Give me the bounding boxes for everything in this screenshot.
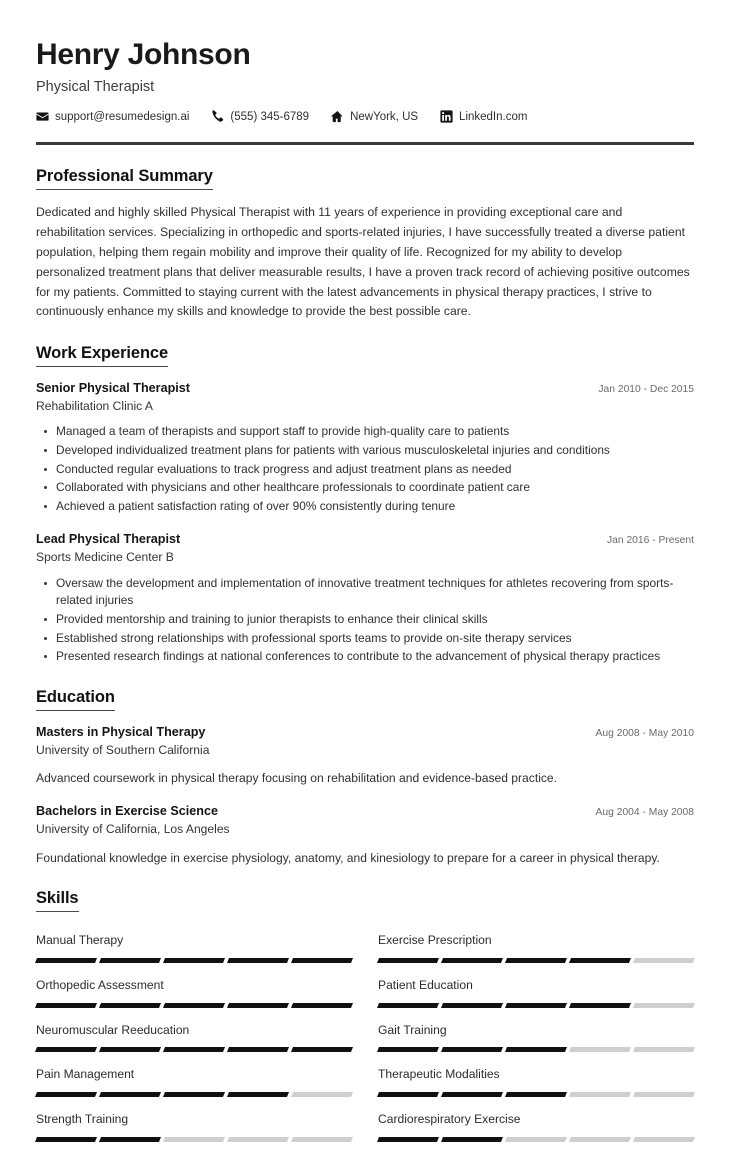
linkedin-icon [440, 110, 453, 123]
skill-level-segment [569, 1092, 631, 1097]
contact-phone[interactable] [211, 110, 309, 123]
skill-item [378, 1104, 694, 1149]
skill-name: Manual Therapy [36, 932, 124, 947]
work-bullets [36, 575, 694, 666]
skill-name: Strength Training [36, 1112, 129, 1127]
skill-level-segment [505, 958, 567, 963]
skill-item [378, 1059, 694, 1104]
work-role: Lead Physical Therapist [36, 532, 181, 547]
skill-level-segment [377, 958, 439, 963]
skill-level-bar [378, 1047, 694, 1052]
section-title-work-experience: Work Experience [36, 344, 168, 367]
work-entry [36, 380, 694, 515]
skill-level-segment [227, 958, 289, 963]
skill-level-segment [441, 1003, 503, 1008]
skill-level-segment [99, 1047, 161, 1052]
skill-level-segment [569, 1003, 631, 1008]
skill-item [378, 1015, 694, 1060]
skill-level-segment [163, 1047, 225, 1052]
resume-header [36, 32, 694, 145]
phone-icon [211, 110, 224, 123]
skill-level-bar [378, 1137, 694, 1142]
skill-item [36, 925, 352, 970]
skill-level-bar [36, 1092, 352, 1097]
section-professional-summary [36, 167, 694, 322]
skill-level-segment [291, 1047, 353, 1052]
skill-level-segment [505, 1092, 567, 1097]
section-work-experience [36, 344, 694, 666]
skill-name: Orthopedic Assessment [36, 977, 164, 992]
skill-level-segment [227, 1003, 289, 1008]
skill-level-segment [441, 1092, 503, 1097]
skill-level-segment [569, 1137, 631, 1142]
skill-level-segment [291, 1092, 353, 1097]
contact-linkedin[interactable] [440, 110, 527, 123]
contact-linkedin-label: LinkedIn.com [459, 110, 528, 123]
skill-level-segment [227, 1092, 289, 1097]
home-icon [331, 110, 344, 123]
skill-level-segment [99, 1092, 161, 1097]
education-school: University of California, Los Angeles [36, 822, 230, 837]
section-title-skills: Skills [36, 889, 79, 912]
skill-item [378, 970, 694, 1015]
work-role: Senior Physical Therapist [36, 381, 190, 396]
skill-level-segment [99, 1003, 161, 1008]
work-bullet: Achieved a patient satisfaction rating of over 90% consistently during tenure [36, 498, 694, 516]
skill-item [36, 1104, 352, 1149]
skill-level-segment [569, 958, 631, 963]
skill-level-segment [291, 1003, 353, 1008]
summary-text: Dedicated and highly skilled Physical Therapist with 11 years of experience in providing exceptional care and rehabilitation services. Specializing in orthopedic and sports-related injuries, I have successfully treated a diverse patient population, helping them regain mobility and improve their quality of life. Recognized for my ability to develop personalized treatment plans that deliver measurable results, I have a proven track record of achieving positive outcomes for my patients. Committed to staying current with the latest advancements in physical therapy practices, I strive to continuously enhance my skills and knowledge to provide the best possible care. [36, 205, 690, 319]
skill-level-segment [227, 1047, 289, 1052]
work-bullet: Oversaw the development and implementation of innovative treatment techniques for athletes recovering from sports-related injuries [36, 575, 694, 610]
skill-level-segment [569, 1047, 631, 1052]
skill-level-bar [36, 1003, 352, 1008]
work-bullet: Collaborated with physicians and other healthcare professionals to coordinate patient care [36, 479, 694, 497]
skill-level-segment [505, 1003, 567, 1008]
section-title-education: Education [36, 688, 115, 711]
skill-level-segment [163, 1003, 225, 1008]
contact-location[interactable] [331, 110, 418, 123]
envelope-icon [36, 110, 49, 123]
education-school: University of Southern California [36, 742, 210, 757]
skill-level-segment [35, 1003, 97, 1008]
skill-level-segment [163, 1137, 225, 1142]
skill-level-segment [35, 1092, 97, 1097]
work-bullet: Provided mentorship and training to junior therapists to enhance their clinical skills [36, 611, 694, 629]
skill-level-bar [378, 1003, 694, 1008]
skill-level-segment [633, 1137, 695, 1142]
section-title-summary: Professional Summary [36, 167, 213, 190]
skill-level-bar [36, 958, 352, 963]
skill-level-segment [99, 1137, 161, 1142]
skill-level-segment [377, 1092, 439, 1097]
work-bullets [36, 423, 694, 515]
contact-location-label: NewYork, US [350, 110, 419, 123]
contact-email-label: support@resumedesign.ai [55, 110, 190, 123]
work-bullet: Presented research findings at national conferences to contribute to the advancement of physical therapy practices [36, 648, 694, 666]
skill-name: Pain Management [36, 1067, 135, 1082]
skill-level-segment [35, 1047, 97, 1052]
skill-level-bar [378, 1092, 694, 1097]
skill-level-segment [163, 1092, 225, 1097]
skill-level-segment [441, 1047, 503, 1052]
skills-grid [36, 925, 694, 1149]
skill-level-segment [99, 958, 161, 963]
skill-level-segment [291, 1137, 353, 1142]
work-bullet: Conducted regular evaluations to track progress and adjust treatment plans as needed [36, 461, 694, 479]
skill-level-segment [505, 1137, 567, 1142]
skill-level-segment [441, 1137, 503, 1142]
skill-name: Gait Training [378, 1022, 447, 1037]
skill-level-bar [378, 958, 694, 963]
skill-item [36, 1059, 352, 1104]
education-degree: Bachelors in Exercise Science [36, 804, 219, 819]
skill-level-segment [633, 1092, 695, 1097]
skill-name: Neuromuscular Reeducation [36, 1022, 190, 1037]
skill-level-segment [227, 1137, 289, 1142]
education-description: Foundational knowledge in exercise physiology, anatomy, and kinesiology to prepare for a career in physical therapy. [36, 850, 660, 865]
skill-name: Exercise Prescription [378, 932, 492, 947]
skill-name: Cardiorespiratory Exercise [378, 1112, 521, 1127]
skill-level-segment [291, 958, 353, 963]
skill-level-segment [35, 958, 97, 963]
work-organization: Sports Medicine Center B [36, 550, 174, 565]
education-degree: Masters in Physical Therapy [36, 724, 206, 739]
header-divider [36, 142, 694, 145]
candidate-name: Henry Johnson [36, 38, 251, 71]
education-dates: Aug 2004 - May 2008 [595, 807, 694, 819]
section-education [36, 688, 694, 867]
contact-phone-label: (555) 345-6789 [230, 110, 310, 123]
work-bullet: Established strong relationships with professional sports teams to provide on-site therapy services [36, 630, 694, 648]
skill-level-segment [633, 1003, 695, 1008]
skill-level-segment [377, 1047, 439, 1052]
skill-level-segment [633, 1047, 695, 1052]
skill-level-segment [377, 1003, 439, 1008]
candidate-job-title: Physical Therapist [36, 78, 155, 95]
skill-item [36, 1015, 352, 1060]
skill-level-segment [633, 958, 695, 963]
work-dates: Jan 2010 - Dec 2015 [598, 384, 694, 396]
section-skills [36, 889, 694, 1149]
skill-item [36, 970, 352, 1015]
skill-item [378, 925, 694, 970]
skill-level-segment [441, 958, 503, 963]
education-entry [36, 803, 694, 866]
work-bullet: Managed a team of therapists and support staff to provide high-quality care to patients [36, 423, 694, 441]
skill-level-segment [35, 1137, 97, 1142]
work-organization: Rehabilitation Clinic A [36, 399, 153, 414]
skill-name: Therapeutic Modalities [378, 1067, 500, 1082]
skill-level-bar [36, 1137, 352, 1142]
work-entry [36, 531, 694, 665]
education-description: Advanced coursework in physical therapy focusing on rehabilitation and evidence-based practice. [36, 771, 558, 786]
contact-info-row [36, 110, 694, 123]
skill-name: Patient Education [378, 977, 473, 992]
work-bullet: Developed individualized treatment plans for patients with various musculoskeletal injuries and conditions [36, 442, 694, 460]
contact-email[interactable] [36, 110, 189, 123]
education-entry [36, 724, 694, 787]
skill-level-segment [163, 958, 225, 963]
skill-level-bar [36, 1047, 352, 1052]
work-dates: Jan 2016 - Present [606, 535, 694, 547]
education-dates: Aug 2008 - May 2010 [595, 727, 694, 739]
skill-level-segment [377, 1137, 439, 1142]
skill-level-segment [505, 1047, 567, 1052]
